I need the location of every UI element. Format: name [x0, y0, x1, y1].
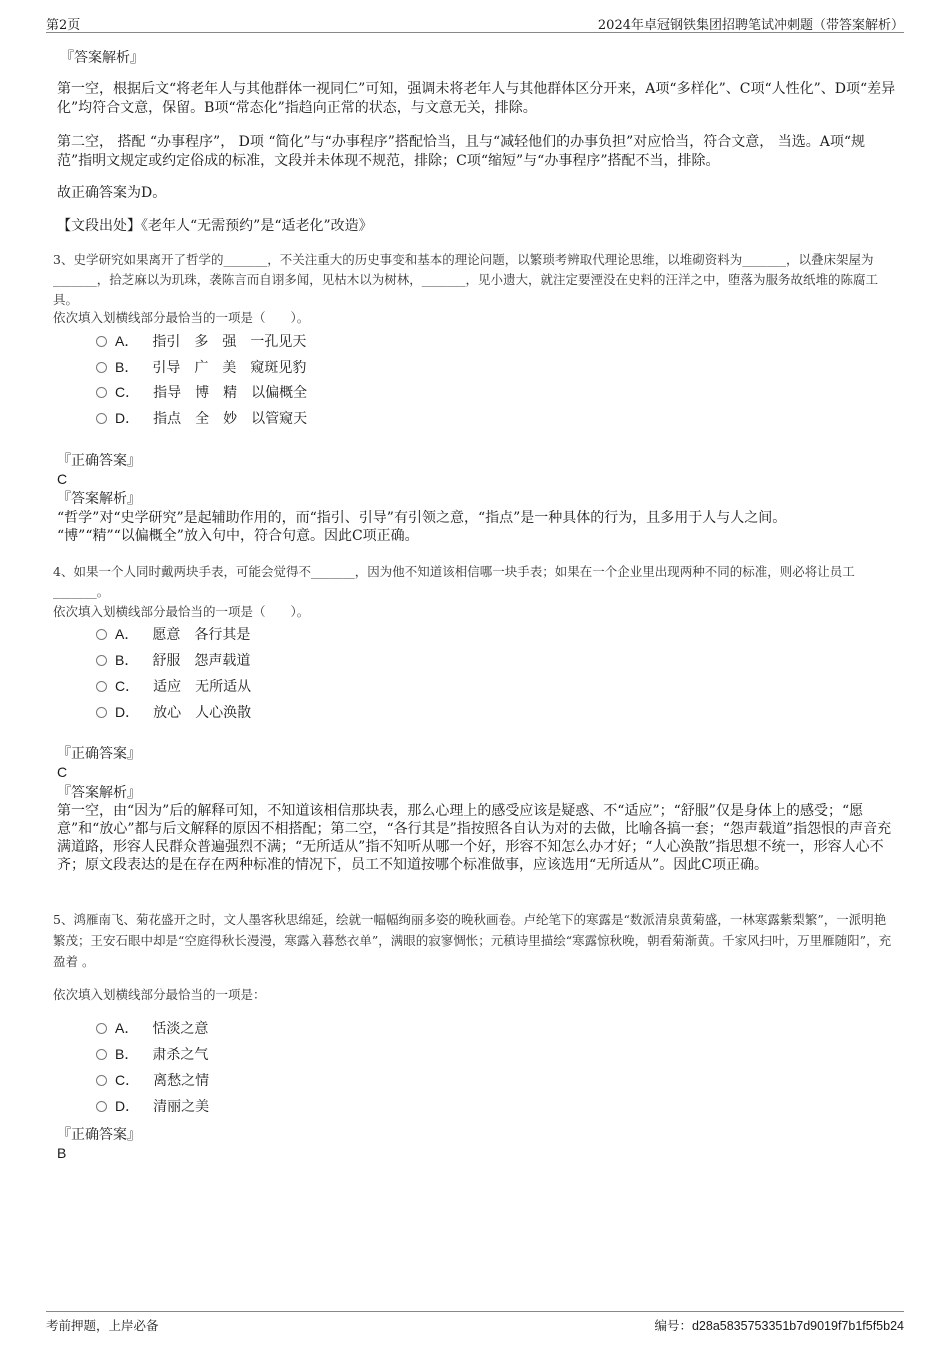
radio-icon[interactable]: [96, 1101, 107, 1112]
radio-icon[interactable]: [96, 707, 107, 718]
question-4-option-a[interactable]: A． 愿意 各行其是: [96, 624, 250, 644]
question-4-analysis: 第一空，由“因为”后的解释可知，不知道该相信那块表，那么心理上的感受应该是疑惑、不“适应”；“舒服”仅是身体上的感受；“愿意”和“放心”都与后文解释的原因不相搭配；第二空，“各行其是”指按照各自认为对的去做，比喻各搞一套；“怨声载道”指怨恨的声音充满道路，形容人民群众普遍强烈不满；“无所适从”指不知听从哪一个好，形容不知怎么办才好；“人心涣散”指思想不统一，形容人心不齐；原文段表达的是在存在两种标准的情况下，员工不知道按哪个标准做事，应该选用“无所适从”。因此C项正确。: [57, 803, 892, 873]
question-5-option-a[interactable]: A． 恬淡之意: [96, 1018, 208, 1038]
radio-icon[interactable]: [96, 1049, 107, 1060]
question-5-stem: 5、鸿雁南飞、菊花盛开之时，文人墨客秋思绵延，绘就一幅幅绚丽多姿的晚秋画卷。卢纶笔下的寒露是“数派清泉黄菊盛，一林寒露紫梨繁”，一派明艳繁茂；王安石眼中却是“空庭得秋长漫漫，寒露入暮愁衣单”，满眼的寂寥惆怅；元稹诗里描绘“寒露惊秋晚，朝看菊渐黄。千家风扫叶，万里雁随阳”，充盈着 。: [53, 912, 892, 969]
radio-icon[interactable]: [96, 413, 107, 424]
radio-icon[interactable]: [96, 655, 107, 666]
radio-icon[interactable]: [96, 1075, 107, 1086]
question-5-option-c[interactable]: C． 离愁之情: [96, 1070, 209, 1090]
question-5-ask: 依次填入划横线部分最恰当的一项是：: [53, 987, 266, 1002]
question-3-option-d[interactable]: D． 指点 全 妙 以管窥天: [96, 408, 307, 428]
question-5-answer-label: 『正确答案』: [57, 1127, 141, 1143]
document-title: 2024年卓冠钢铁集团招聘笔试冲刺题（带答案解析）: [597, 18, 904, 33]
question-4-option-b[interactable]: B． 舒服 怨声载道: [96, 650, 250, 670]
radio-icon[interactable]: [96, 336, 107, 347]
question-4-answer-label: 『正确答案』: [57, 746, 141, 762]
analysis-paragraph-2: 第二空， 搭配 “办事程序”， D项 “简化”与“办事程序”搭配恰当，且与“减轻他们的办事负担”对应恰当，符合文意， 当选。A项“规范”指明文规定或约定俗成的标准，文段并未体现不规范，排除；C项“缩短”与“办事程序”搭配不当，排除。: [57, 134, 865, 169]
question-5-option-b[interactable]: B． 肃杀之气: [96, 1044, 208, 1064]
question-3-analysis-1: “哲学”对“史学研究”是起辅助作用的，而“指引、引导”有引领之意，“指点”是一种具体的行为，且多用于人与人之间。: [57, 510, 787, 526]
question-3-stem: 3、史学研究如果离开了哲学的_______，不关注重大的历史事变和基本的理论问题，以繁琐考辨取代理论思维，以堆砌资料为_______，以叠床架屋为_______，拾芝麻以为玑珠，袭陈言而自诩多闻，见枯木以为树林，_______，见小遗大，就注定要湮没在史料的汪洋之中，堕落为服务故纸堆的陈腐工具。: [53, 252, 879, 307]
question-3-analysis-2: “博”“精”“以偏概全”放入句中，符合句意。因此C项正确。: [57, 528, 419, 544]
question-5-answer: B: [57, 1145, 67, 1161]
question-3-option-a[interactable]: A． 指引 多 强 一孔见天: [96, 331, 306, 351]
question-3-option-b[interactable]: B． 引导 广 美 窥斑见豹: [96, 357, 306, 377]
radio-icon[interactable]: [96, 362, 107, 373]
question-4-analysis-label: 『答案解析』: [57, 785, 141, 801]
page-footer: [46, 1311, 904, 1332]
question-4-ask: 依次填入划横线部分最恰当的一项是（ ）。: [53, 604, 310, 619]
radio-icon[interactable]: [96, 387, 107, 398]
page-header: [46, 12, 904, 33]
question-4-option-d[interactable]: D． 放心 人心涣散: [96, 702, 251, 722]
question-5-option-d[interactable]: D． 清丽之美: [96, 1096, 209, 1116]
analysis-paragraph-1: 第一空，根据后文“将老年人与其他群体一视同仁”可知，强调未将老年人与其他群体区分开来，A项“多样化”、C项“人性化”、D项“差异化”均符合文意，保留。B项“常态化”指趋向正常的状态，与文意无关，排除。: [57, 81, 896, 116]
radio-icon[interactable]: [96, 1023, 107, 1034]
radio-icon[interactable]: [96, 681, 107, 692]
question-3-answer-label: 『正确答案』: [57, 453, 141, 469]
page-number: 第2页: [46, 18, 81, 33]
document-code: 编号：d28a5835753351b7d9019f7b1f5f5b24: [654, 1318, 904, 1333]
analysis-label: 『答案解析』: [60, 50, 144, 66]
question-3-answer: C: [57, 471, 68, 487]
passage-source: 【文段出处】《老年人“无需预约”是“适老化”改造》: [57, 218, 373, 234]
question-3-analysis-label: 『答案解析』: [57, 491, 141, 507]
question-3-option-c[interactable]: C． 指导 博 精 以偏概全: [96, 382, 307, 402]
analysis-conclusion: 故正确答案为D。: [57, 185, 167, 201]
question-4-answer: C: [57, 764, 68, 780]
question-3-ask: 依次填入划横线部分最恰当的一项是（ ）。: [53, 310, 310, 325]
footer-slogan: 考前押题，上岸必备: [46, 1318, 159, 1333]
question-4-option-c[interactable]: C． 适应 无所适从: [96, 676, 251, 696]
radio-icon[interactable]: [96, 629, 107, 640]
question-4-stem: 4、如果一个人同时戴两块手表，可能会觉得不_______，因为他不知道该相信哪一块手表；如果在一个企业里出现两种不同的标准，则必将让员工_______。: [53, 564, 855, 599]
